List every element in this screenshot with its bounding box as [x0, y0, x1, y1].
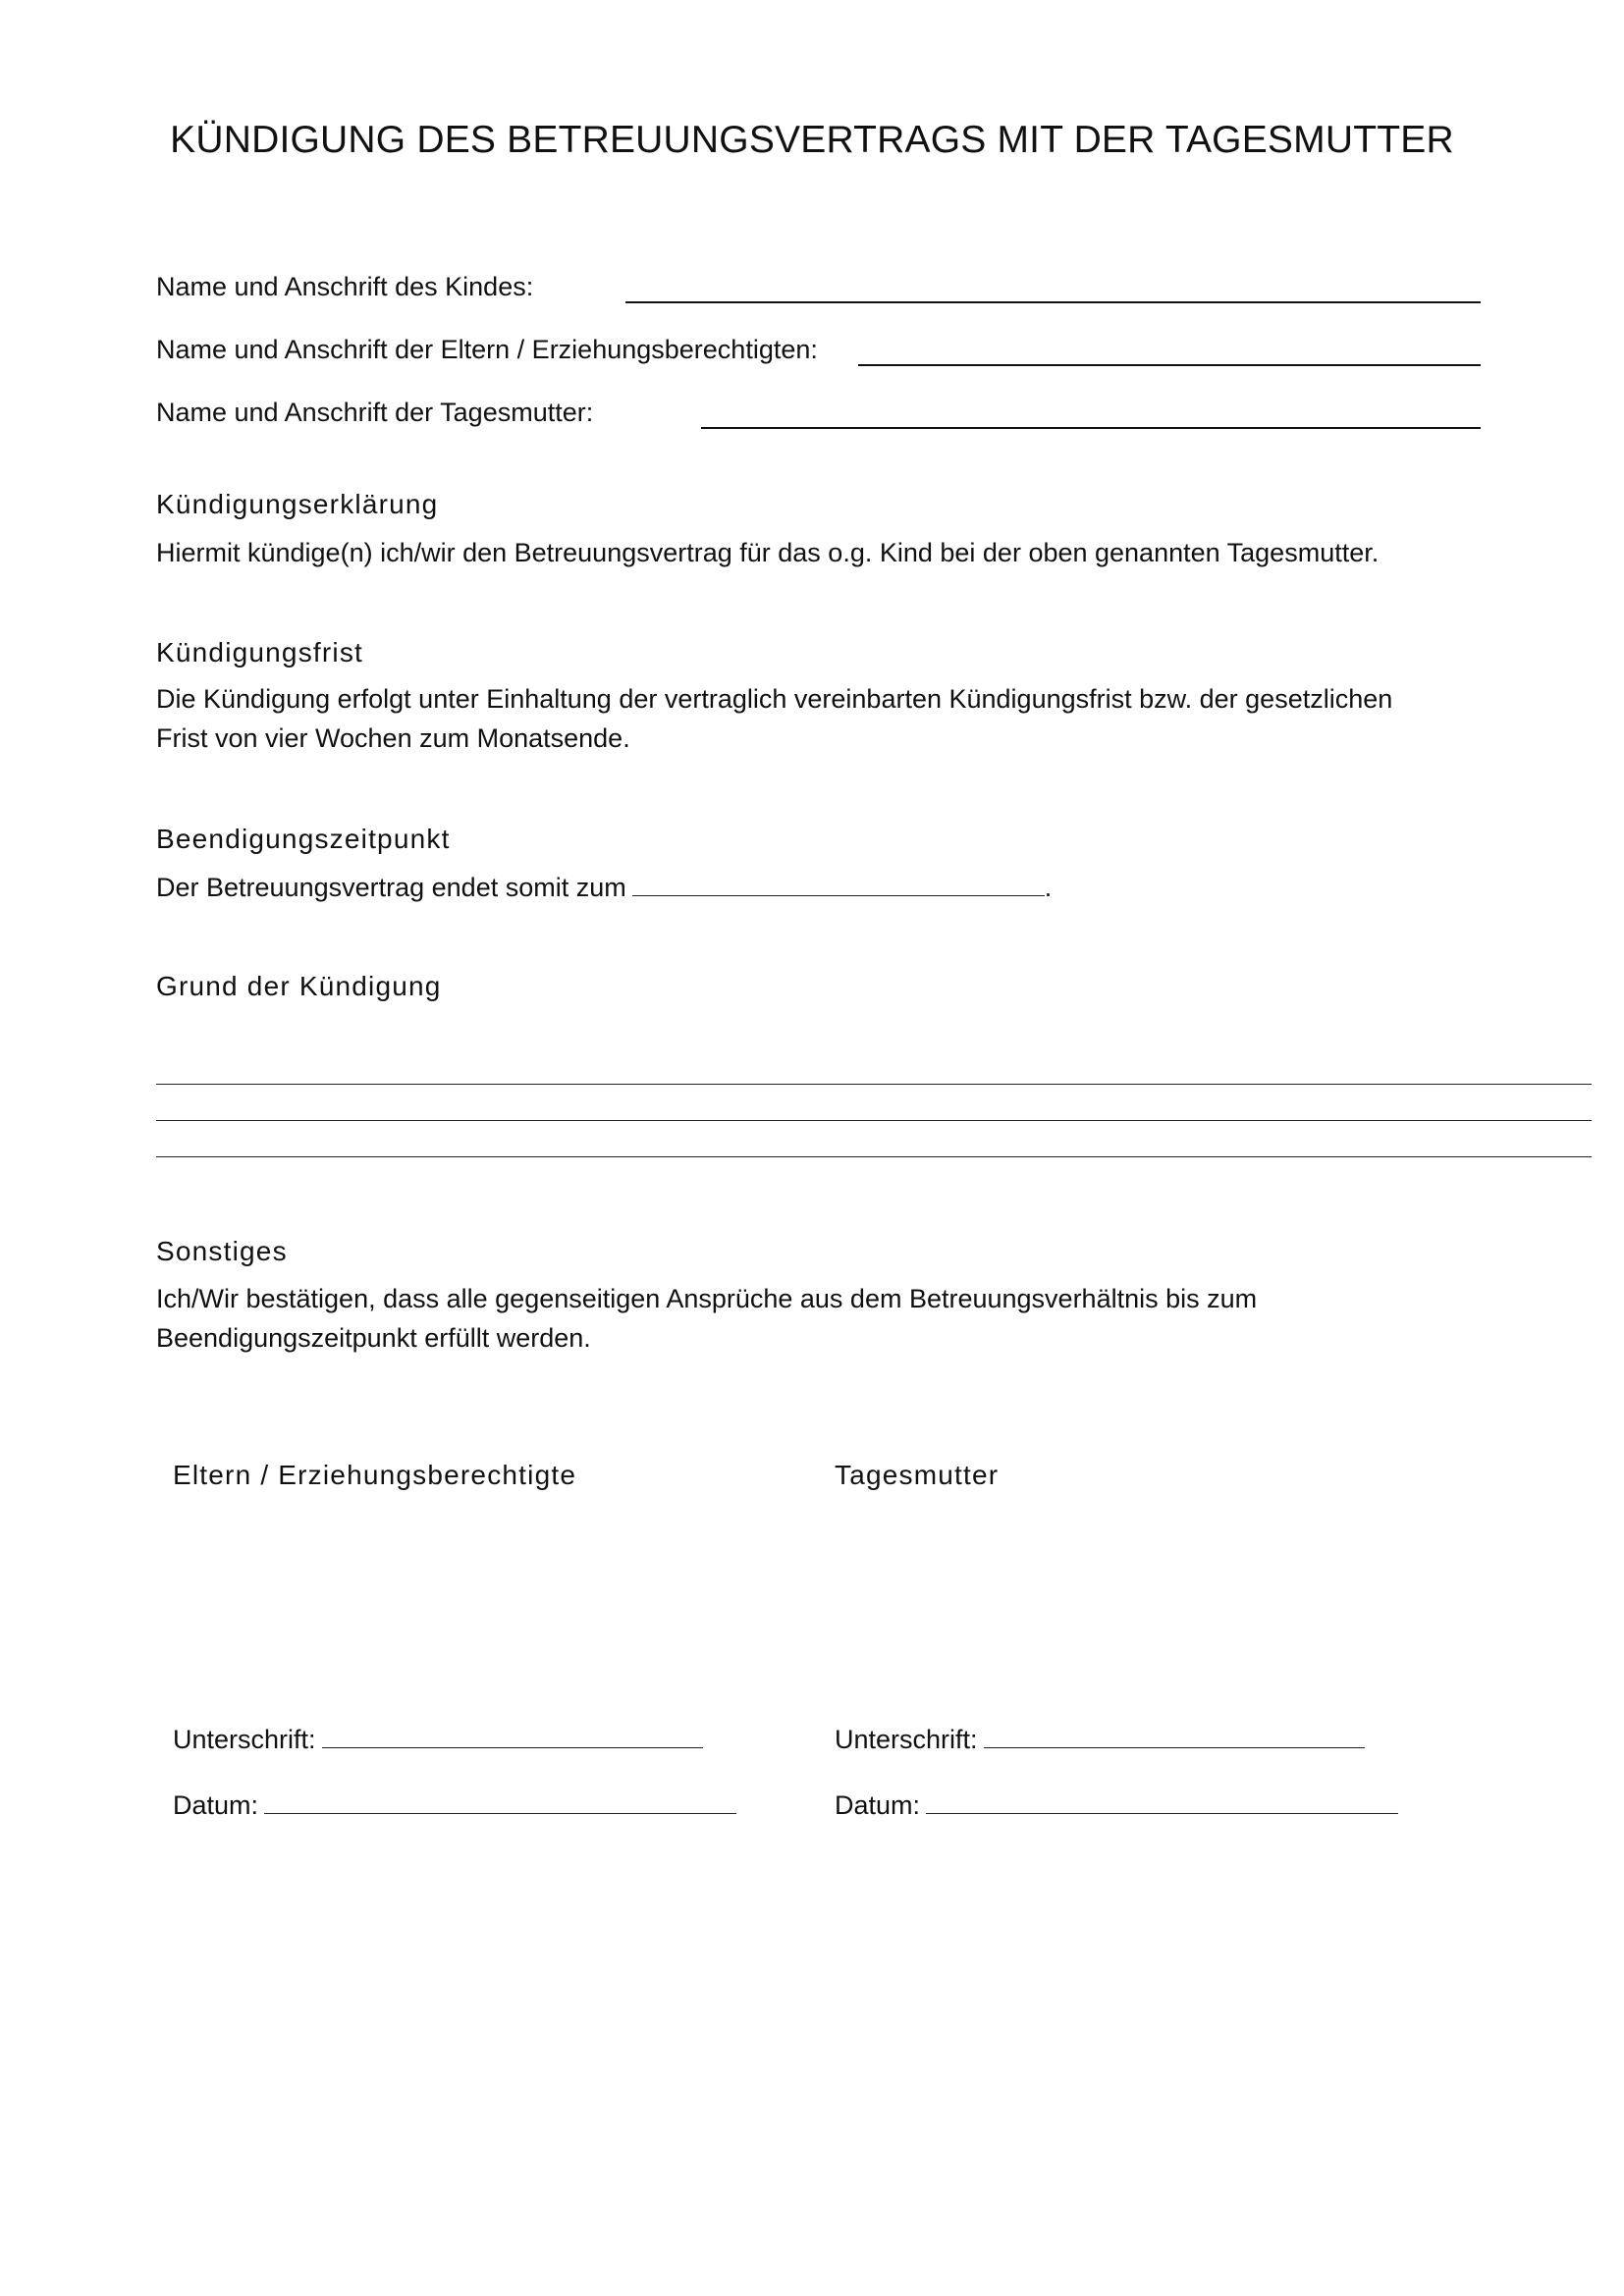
- parents-signature-line[interactable]: [322, 1726, 703, 1748]
- caregiver-date-label: Datum:: [835, 1790, 921, 1820]
- caregiver-signature-line[interactable]: [984, 1726, 1365, 1748]
- end-date-sentence: [156, 868, 1052, 907]
- end-date-suffix: .: [1044, 873, 1053, 902]
- notice-heading: Kündigungsfrist: [156, 637, 364, 667]
- caregiver-field-label: Name und Anschrift der Tagesmutter:: [156, 398, 594, 427]
- end-date-blank[interactable]: [632, 874, 1045, 896]
- caregiver-date-row: [835, 1786, 1398, 1825]
- parents-date-line[interactable]: [264, 1791, 736, 1814]
- child-field-label: Name und Anschrift des Kindes:: [156, 272, 534, 301]
- declaration-heading: Kündigungserklärung: [156, 489, 439, 519]
- parents-date-label: Datum:: [173, 1790, 259, 1820]
- reason-line-1[interactable]: [156, 1084, 1592, 1085]
- parents-signature-row: [173, 1720, 703, 1759]
- notice-text-line-2: Frist von vier Wochen zum Monatsende.: [156, 723, 630, 753]
- notice-text-line-1: Die Kündigung erfolgt unter Einhaltung der vertraglich vereinbarten Kündigungsfrist bzw. der gesetzlichen: [156, 684, 1393, 714]
- parents-field-label: Name und Anschrift der Eltern / Erziehungsberechtigten:: [156, 335, 818, 364]
- caregiver-signature-label: Unterschrift:: [835, 1725, 978, 1754]
- reason-line-3[interactable]: [156, 1156, 1592, 1157]
- end-date-heading: Beendigungszeitpunkt: [156, 824, 451, 854]
- caregiver-field-line[interactable]: [701, 427, 1481, 429]
- document-title: KÜNDIGUNG DES BETREUUNGSVERTRAGS MIT DER TAGESMUTTER: [170, 119, 1454, 161]
- parents-field-line[interactable]: [858, 364, 1481, 366]
- other-heading: Sonstiges: [156, 1236, 288, 1266]
- reason-heading: Grund der Kündigung: [156, 971, 442, 1001]
- caregiver-signature-row: [835, 1720, 1365, 1759]
- declaration-text: Hiermit kündige(n) ich/wir den Betreuungsvertrag für das o.g. Kind bei der oben genannten Tagesmutter.: [156, 538, 1380, 567]
- parents-date-row: [173, 1786, 736, 1825]
- parents-signature-label: Unterschrift:: [173, 1725, 316, 1754]
- other-text-line-1: Ich/Wir bestätigen, dass alle gegenseitigen Ansprüche aus dem Betreuungsverhältnis bis zum: [156, 1284, 1258, 1313]
- other-text-line-2: Beendigungszeitpunkt erfüllt werden.: [156, 1323, 591, 1353]
- child-field-line[interactable]: [625, 301, 1481, 303]
- end-date-text: Der Betreuungsvertrag endet somit zum: [156, 873, 626, 902]
- caregiver-date-line[interactable]: [926, 1791, 1398, 1814]
- caregiver-signature-heading: Tagesmutter: [835, 1460, 1000, 1490]
- reason-line-2[interactable]: [156, 1120, 1592, 1121]
- parents-signature-heading: Eltern / Erziehungsberechtigte: [173, 1460, 577, 1490]
